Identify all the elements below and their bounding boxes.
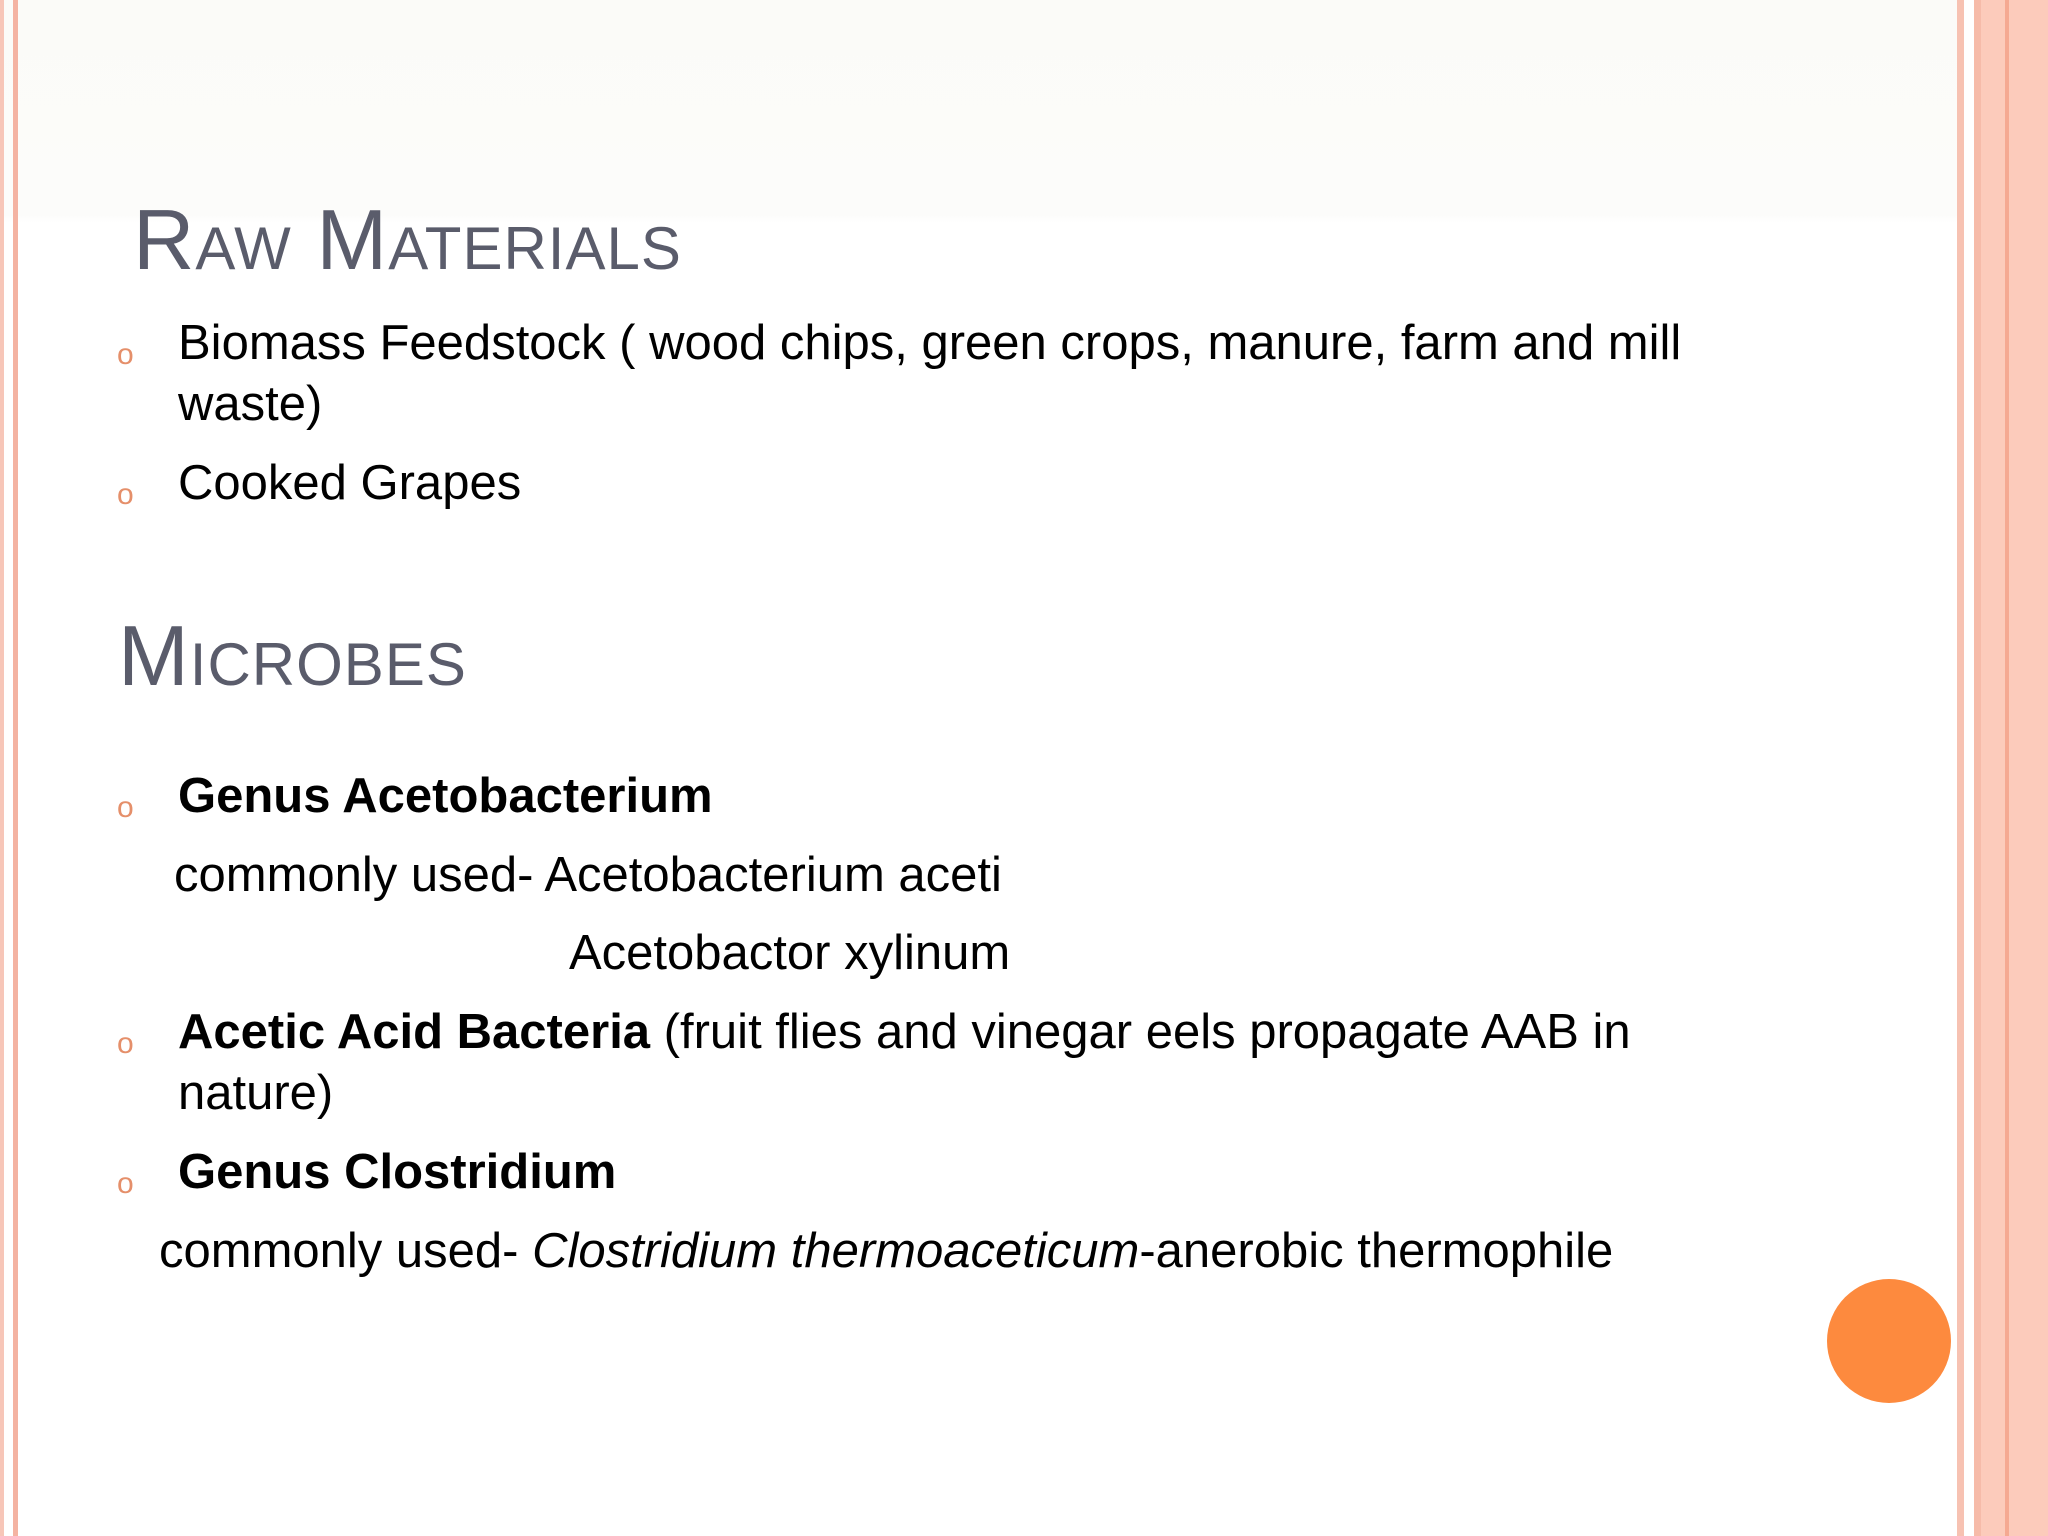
aab-line1 <box>178 1002 1631 1063</box>
right-border-gap <box>1964 0 1974 1536</box>
right-border-line <box>2005 0 2009 1536</box>
clostridium-species: Clostridium thermoaceticum <box>532 1224 1140 1278</box>
bullet-icon: o <box>117 791 134 824</box>
left-border-band <box>0 0 4 1536</box>
bullet-icon: o <box>117 478 134 511</box>
raw-materials-heading: Raw Materials <box>133 193 682 288</box>
acetobacterium-second-species: Acetobactor xylinum <box>569 926 1011 980</box>
bullet-icon: o <box>117 1167 134 1200</box>
microbes-heading: Microbes <box>118 609 467 704</box>
raw-item-grapes: Cooked Grapes <box>178 456 522 510</box>
right-border-band <box>1981 0 2048 1536</box>
clostridium-title: Genus Clostridium <box>178 1145 617 1199</box>
right-border-stripe <box>1974 0 1981 1536</box>
raw-item-biomass-line2: waste) <box>178 377 323 431</box>
aab-title: Acetic Acid Bacteria <box>178 1005 651 1059</box>
clostridium-common <box>159 1221 1613 1282</box>
aab-description: (fruit flies and vinegar eels propagate AAB in <box>650 1005 1631 1059</box>
raw-item-biomass-line1: Biomass Feedstock ( wood chips, green crops, manure, farm and mill <box>178 316 1682 370</box>
bullet-icon: o <box>117 1027 134 1060</box>
acetobacterium-title: Genus Acetobacterium <box>178 769 713 823</box>
clostridium-suffix: -anerobic thermophile <box>1139 1224 1614 1278</box>
acetobacterium-common: commonly used- Acetobacterium aceti <box>174 848 1002 902</box>
left-border-line <box>13 0 18 1536</box>
right-border-stripe <box>1957 0 1964 1536</box>
clostridium-prefix: commonly used- <box>159 1224 533 1278</box>
accent-circle <box>1827 1279 1951 1403</box>
aab-line2: nature) <box>178 1066 334 1120</box>
bullet-icon: o <box>117 338 134 371</box>
